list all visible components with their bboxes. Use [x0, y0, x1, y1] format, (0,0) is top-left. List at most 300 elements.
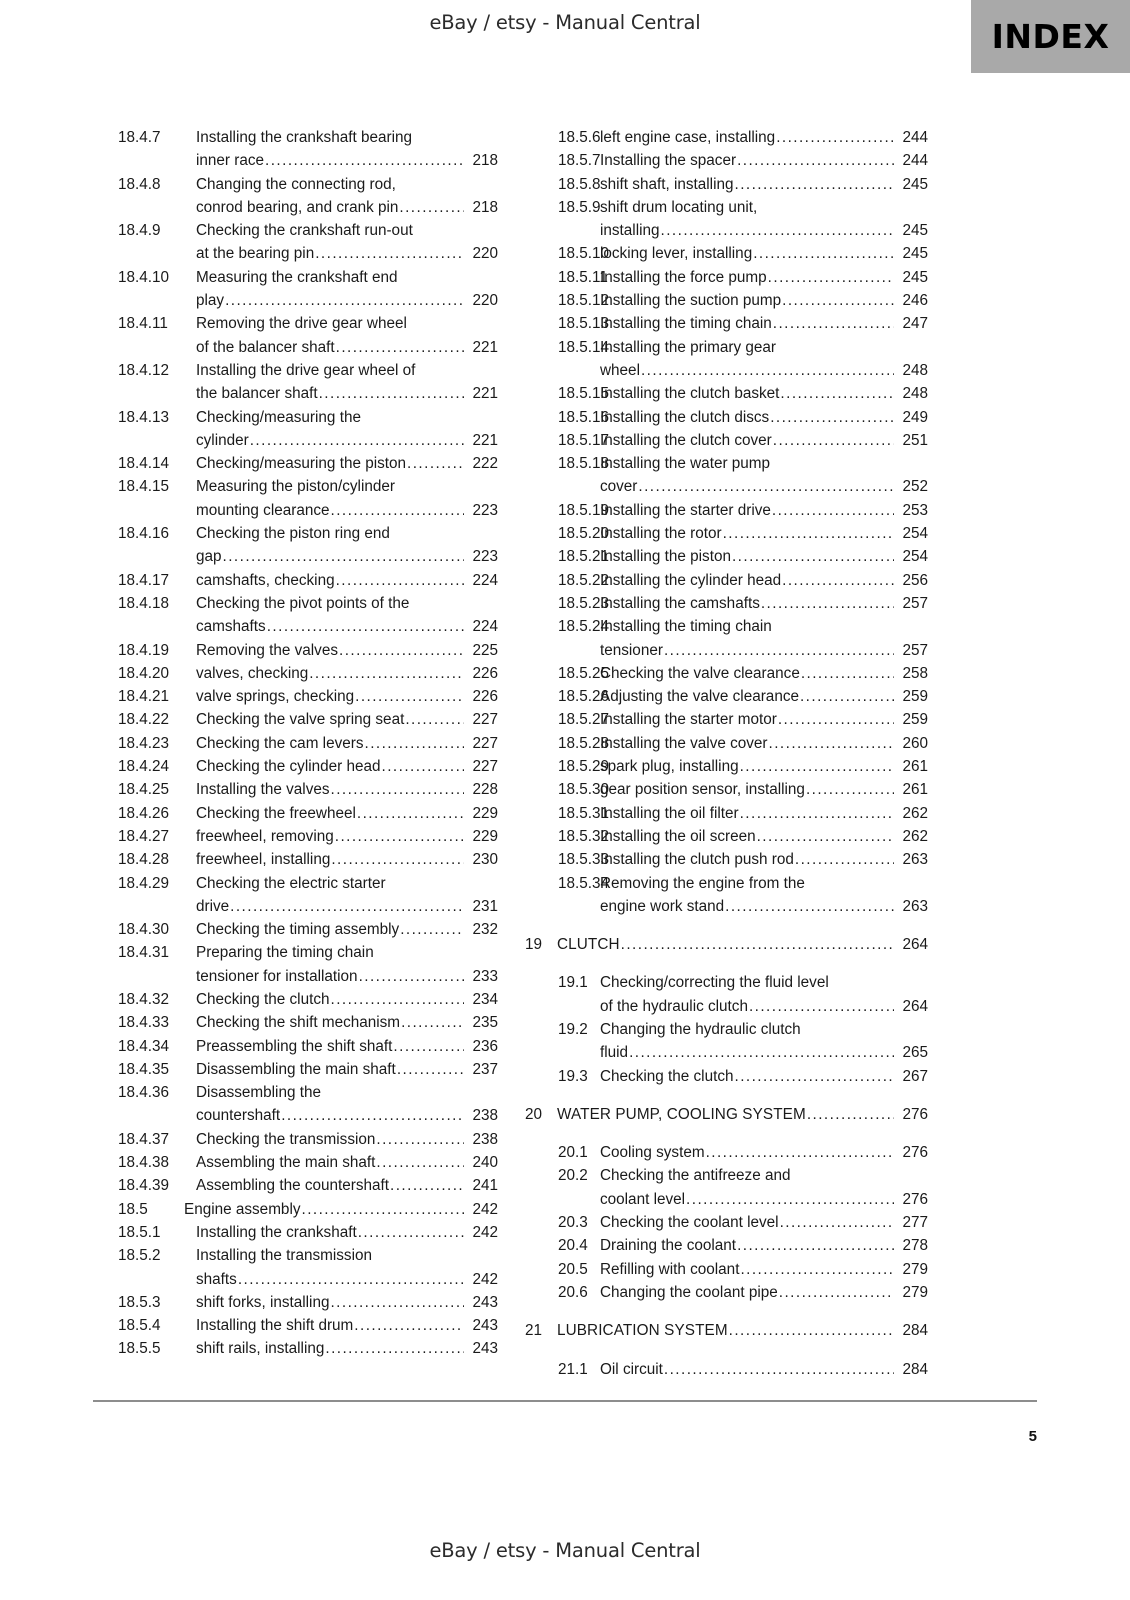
toc-entry-page: 242 [472, 1270, 498, 1288]
toc-entry-body [600, 452, 928, 499]
toc-entry-number: 18.5.14 [558, 338, 610, 356]
toc-entry[interactable] [118, 126, 498, 173]
toc-entry-line [600, 592, 928, 615]
toc-entry[interactable] [118, 708, 498, 731]
toc-leader-dots [732, 545, 894, 568]
toc-entry-number: 18.4.9 [118, 222, 161, 240]
toc-entry-number: 18.4.14 [118, 455, 170, 473]
toc-entry[interactable] [516, 662, 928, 685]
toc-entry[interactable] [516, 312, 928, 335]
toc-leader-dots [664, 639, 894, 662]
toc-entry-body [600, 406, 928, 429]
toc-leader-dots [355, 685, 464, 708]
toc-entry-title: of the hydraulic clutch [600, 997, 748, 1015]
toc-entry[interactable] [516, 522, 928, 545]
toc-entry-number: 18.5.3 [118, 1293, 161, 1311]
toc-entry-line [196, 1151, 498, 1174]
toc-entry-number: 18.4.30 [118, 921, 170, 939]
toc-entry-body [600, 149, 928, 172]
toc-entry-page: 267 [902, 1067, 928, 1085]
toc-leader-dots [331, 848, 464, 871]
toc-entry-body [600, 126, 928, 149]
toc-entry-title: Installing the valves [196, 781, 330, 799]
toc-entry-page: 263 [902, 851, 928, 869]
toc-entry[interactable] [118, 266, 498, 313]
toc-entry-page: 244 [902, 152, 928, 170]
toc-entry[interactable] [118, 1198, 498, 1221]
toc-entry-title: Installing the starter drive [600, 501, 771, 519]
toc-entry-title: Preparing the timing chain [196, 944, 374, 962]
toc-entry-line [600, 685, 928, 708]
toc-entry[interactable] [516, 1358, 928, 1381]
toc-entry-line [196, 149, 498, 172]
toc-entry-number: 18.5.23 [558, 594, 610, 612]
toc-entry-body [600, 1234, 928, 1257]
toc-entry[interactable] [118, 1081, 498, 1128]
toc-entry-title: shift shaft, installing [600, 175, 734, 193]
toc-entry[interactable] [516, 1065, 928, 1088]
toc-entry-number: 18.5.25 [558, 664, 610, 682]
toc-entry-line [600, 126, 928, 149]
toc-entry-title: Checking/correcting the fluid level [600, 974, 829, 992]
toc-entry-page: 224 [472, 618, 498, 636]
toc-entry-line [196, 569, 498, 592]
toc-entry-title: Installing the clutch basket [600, 385, 780, 403]
toc-entry-line [600, 1258, 928, 1281]
toc-entry-page: 279 [902, 1260, 928, 1278]
toc-entry[interactable] [516, 499, 928, 522]
toc-entry-number: 18.4.32 [118, 990, 170, 1008]
toc-entry-title: Checking the freewheel [196, 804, 356, 822]
toc-entry[interactable] [516, 1319, 928, 1342]
toc-leader-dots [780, 1211, 894, 1234]
toc-entry-line [600, 289, 928, 312]
toc-leader-dots [761, 592, 894, 615]
toc-entry-line [600, 662, 928, 685]
toc-entry[interactable] [118, 1291, 498, 1314]
toc-entry[interactable] [118, 755, 498, 778]
toc-entry-line [600, 995, 928, 1018]
toc-entry[interactable] [516, 802, 928, 825]
toc-entry[interactable] [118, 825, 498, 848]
toc-entry[interactable] [516, 382, 928, 405]
toc-entry-title: installing [600, 222, 660, 240]
toc-entry-body [196, 1314, 498, 1337]
toc-entry-page: 245 [902, 268, 928, 286]
toc-entry-title: Installing the timing chain [600, 618, 772, 636]
toc-entry[interactable] [516, 569, 928, 592]
toc-entry-body [557, 1103, 928, 1126]
toc-entry-line [196, 1104, 498, 1127]
toc-entry[interactable] [516, 1234, 928, 1257]
toc-entry-line [600, 266, 928, 289]
toc-entry[interactable] [516, 406, 928, 429]
toc-entry-number: 18.4.34 [118, 1037, 170, 1055]
toc-entry-page: 257 [902, 594, 928, 612]
toc-entry[interactable] [516, 452, 928, 499]
toc-entry-line [196, 1128, 498, 1151]
toc-entry-page: 263 [902, 897, 928, 915]
toc-entry-page: 218 [472, 198, 498, 216]
toc-entry[interactable] [516, 732, 928, 755]
toc-entry[interactable] [516, 685, 928, 708]
toc-entry-line [196, 219, 498, 242]
toc-entry-title: valves, checking [196, 664, 309, 682]
toc-entry-title: Installing the primary gear [600, 338, 776, 356]
toc-leader-dots [382, 755, 464, 778]
toc-entry[interactable] [118, 219, 498, 266]
toc-entry-line [196, 1081, 498, 1104]
toc-entry-line [600, 802, 928, 825]
toc-entry[interactable] [118, 988, 498, 1011]
toc-entry-body [600, 312, 928, 335]
toc-entry[interactable] [516, 1164, 928, 1211]
toc-entry[interactable] [118, 569, 498, 592]
toc-entry-line [196, 266, 498, 289]
toc-entry-body [196, 1337, 498, 1360]
toc-entry-page: 259 [902, 711, 928, 729]
toc-entry[interactable] [516, 149, 928, 172]
toc-entry-title: coolant level [600, 1190, 686, 1208]
toc-entry-line [196, 615, 498, 638]
toc-entry-body [600, 685, 928, 708]
toc-entry-number: 18.4.36 [118, 1084, 170, 1102]
toc-entry-number: 18.4.18 [118, 594, 170, 612]
toc-entry[interactable] [516, 848, 928, 871]
toc-entry-title: Checking the coolant level [600, 1214, 779, 1232]
toc-entry-body [196, 662, 498, 685]
toc-entry-body [196, 569, 498, 592]
footer-watermark: eBay / etsy - Manual Central [429, 1539, 701, 1562]
toc-entry[interactable] [516, 1103, 928, 1126]
toc-entry[interactable] [118, 1337, 498, 1360]
toc-leader-dots [686, 1188, 894, 1211]
toc-leader-dots [729, 1319, 894, 1342]
toc-entry-number: 18.5.24 [558, 618, 610, 636]
toc-entry[interactable] [516, 1211, 928, 1234]
toc-entry-body [600, 971, 928, 1018]
toc-leader-dots [281, 1104, 464, 1127]
toc-leader-dots [267, 615, 464, 638]
toc-entry-page: 262 [902, 827, 928, 845]
toc-entry-number: 20.1 [558, 1144, 588, 1162]
toc-column-left [118, 126, 498, 1361]
toc-entry[interactable] [516, 173, 928, 196]
toc-entry-title: Assembling the countershaft [196, 1177, 390, 1195]
toc-entry-number: 18.4.20 [118, 664, 170, 682]
toc-entry[interactable] [516, 592, 928, 615]
toc-entry[interactable] [118, 802, 498, 825]
toc-entry[interactable] [118, 639, 498, 662]
toc-entry-line [600, 312, 928, 335]
toc-entry[interactable] [118, 1244, 498, 1291]
toc-entry-line [196, 242, 498, 265]
toc-entry-title: Installing the drive gear wheel of [196, 361, 416, 379]
toc-entry-title: conrod bearing, and crank pin [196, 198, 399, 216]
toc-entry[interactable] [516, 1281, 928, 1304]
toc-entry-body [196, 639, 498, 662]
toc-entry-page: 228 [472, 781, 498, 799]
toc-entry-number: 19.1 [558, 974, 588, 992]
toc-entry-title: Installing the crankshaft bearing [196, 129, 412, 146]
toc-leader-dots [782, 569, 894, 592]
toc-entry-title: Installing the crankshaft [196, 1223, 357, 1241]
toc-entry-line [600, 732, 928, 755]
toc-entry-line [196, 289, 498, 312]
toc-leader-dots [339, 639, 464, 662]
toc-entry[interactable] [118, 1128, 498, 1151]
toc-entry-page: 258 [902, 664, 928, 682]
toc-entry-line [600, 1065, 928, 1088]
toc-entry[interactable] [516, 708, 928, 731]
toc-entry[interactable] [516, 872, 928, 919]
toc-entry-page: 242 [472, 1200, 498, 1218]
toc-entry-body [196, 778, 498, 801]
toc-entry-body [196, 592, 498, 639]
toc-entry[interactable] [118, 1035, 498, 1058]
toc-leader-dots [773, 312, 894, 335]
toc-entry-title: camshafts, checking [196, 571, 335, 589]
toc-leader-dots [773, 429, 894, 452]
toc-entry[interactable] [516, 336, 928, 383]
toc-leader-dots [225, 289, 464, 312]
toc-entry-title: Measuring the piston/cylinder [196, 478, 395, 496]
toc-entry[interactable] [118, 452, 498, 475]
toc-leader-dots [795, 848, 894, 871]
toc-leader-dots [641, 359, 894, 382]
toc-leader-dots [740, 755, 894, 778]
toc-entry-body [196, 1035, 498, 1058]
toc-leader-dots [359, 965, 464, 988]
toc-entry-line [196, 802, 498, 825]
toc-entry-number: 19 [525, 936, 543, 954]
toc-entry[interactable] [118, 1314, 498, 1337]
toc-entry-line [600, 359, 928, 382]
toc-entry-title: Assembling the main shaft [196, 1154, 376, 1172]
toc-entry[interactable] [118, 732, 498, 755]
toc-entry-line [600, 406, 928, 429]
toc-entry-body [600, 1141, 928, 1164]
toc-entry-line [600, 173, 928, 196]
toc-entry[interactable] [516, 1141, 928, 1164]
toc-entry-page: 224 [472, 571, 498, 589]
toc-entry-title: cylinder [196, 431, 249, 449]
toc-entry[interactable] [118, 1011, 498, 1034]
toc-entry-body [600, 848, 928, 871]
toc-entry-page: 226 [472, 664, 498, 682]
toc-entry-line [196, 872, 498, 895]
toc-entry-number: 19.3 [558, 1067, 588, 1085]
toc-entry-title: inner race [196, 152, 265, 170]
toc-leader-dots [315, 242, 464, 265]
toc-entry-number: 18.4.10 [118, 268, 170, 286]
toc-entry[interactable] [118, 662, 498, 685]
toc-entry-body [600, 266, 928, 289]
toc-entry-body [600, 242, 928, 265]
toc-entry-line [600, 848, 928, 871]
toc-entry[interactable] [516, 755, 928, 778]
toc-entry-line [196, 1058, 498, 1081]
toc-entry-line [600, 336, 928, 359]
toc-entry[interactable] [118, 918, 498, 941]
toc-entry[interactable] [516, 1018, 928, 1065]
toc-entry[interactable] [516, 289, 928, 312]
toc-entry-line [196, 988, 498, 1011]
toc-entry-page: 260 [902, 734, 928, 752]
toc-entry-title: shift rails, installing [196, 1340, 325, 1358]
toc-entry-body [600, 545, 928, 568]
toc-leader-dots [309, 662, 464, 685]
toc-entry-line [600, 429, 928, 452]
toc-entry-number: 18.5.31 [558, 804, 610, 822]
toc-leader-dots [223, 545, 464, 568]
toc-entry-page: 223 [472, 548, 498, 566]
toc-entry[interactable] [118, 848, 498, 871]
toc-entry-page: 245 [902, 222, 928, 240]
toc-leader-dots [330, 1291, 464, 1314]
toc-entry-page: 231 [472, 897, 498, 915]
toc-entry[interactable] [118, 1151, 498, 1174]
toc-entry-line [196, 1035, 498, 1058]
toc-entry-number: 18.4.26 [118, 804, 170, 822]
toc-entry[interactable] [118, 778, 498, 801]
toc-entry-line [196, 173, 498, 196]
toc-entry-number: 21 [525, 1322, 543, 1340]
toc-entry[interactable] [516, 933, 928, 956]
toc-entry[interactable] [118, 1221, 498, 1244]
toc-entry-title: Draining the coolant [600, 1237, 737, 1255]
toc-entry-page: 264 [902, 997, 928, 1015]
toc-entry-line [600, 1041, 928, 1064]
toc-entry-number: 18.5.16 [558, 408, 610, 426]
toc-entry-number: 18.5.33 [558, 851, 610, 869]
toc-entry-page: 221 [472, 338, 498, 356]
toc-entry-title: Installing the water pump [600, 455, 771, 473]
toc-entry[interactable] [516, 1258, 928, 1281]
toc-entry-body [600, 708, 928, 731]
toc-entry-body [196, 988, 498, 1011]
toc-leader-dots [331, 778, 465, 801]
toc-entry-number: 19.2 [558, 1020, 588, 1038]
toc-entry-line [600, 242, 928, 265]
toc-entry-number: 18.4.29 [118, 874, 170, 892]
toc-leader-dots [400, 918, 464, 941]
toc-entry-title: Changing the hydraulic clutch [600, 1020, 801, 1038]
toc-entry-title: Installing the starter motor [600, 711, 777, 729]
toc-leader-dots [358, 1221, 464, 1244]
toc-entry-line [600, 475, 928, 498]
toc-entry-line [196, 522, 498, 545]
toc-entry[interactable] [118, 592, 498, 639]
toc-entry-number: 18.5.8 [558, 175, 601, 193]
toc-entry-title: Oil circuit [600, 1360, 663, 1378]
toc-entry[interactable] [516, 545, 928, 568]
toc-entry-title: shift forks, installing [196, 1293, 330, 1311]
toc-entry[interactable] [118, 941, 498, 988]
footer-divider-rule [93, 1400, 1037, 1402]
toc-entry[interactable] [516, 126, 928, 149]
toc-entry-number: 18.5.18 [558, 455, 610, 473]
toc-entry-body [196, 475, 498, 522]
toc-leader-dots [661, 219, 894, 242]
toc-entry-number: 18.4.8 [118, 175, 161, 193]
toc-entry[interactable] [516, 778, 928, 801]
toc-entry[interactable] [516, 196, 928, 243]
toc-entry[interactable] [118, 685, 498, 708]
toc-entry-body [196, 126, 498, 173]
toc-entry[interactable] [516, 266, 928, 289]
toc-entry-line [196, 499, 498, 522]
toc-entry-page: 247 [902, 315, 928, 333]
toc-entry-number: 18.5.12 [558, 292, 610, 310]
toc-entry-page: 278 [902, 1237, 928, 1255]
toc-entry-line [196, 126, 498, 149]
toc-entry[interactable] [516, 971, 928, 1018]
toc-entry-number: 18.5.6 [558, 129, 601, 146]
toc-entry-page: 245 [902, 245, 928, 263]
toc-entry-body [196, 755, 498, 778]
toc-entry[interactable] [118, 406, 498, 453]
toc-entry[interactable] [118, 173, 498, 220]
toc-entry-body [600, 522, 928, 545]
toc-entry-body [557, 933, 928, 956]
toc-entry-body [600, 382, 928, 405]
toc-entry[interactable] [118, 312, 498, 359]
toc-entry-title: Installing the timing chain [600, 315, 772, 333]
toc-leader-dots [706, 1141, 894, 1164]
toc-entry[interactable] [118, 475, 498, 522]
toc-leader-dots [772, 499, 894, 522]
toc-entry-line [196, 429, 498, 452]
toc-entry[interactable] [118, 1174, 498, 1197]
toc-entry-line [600, 382, 928, 405]
toc-entry-body [196, 266, 498, 313]
toc-entry[interactable] [516, 429, 928, 452]
toc-entry-line [196, 312, 498, 335]
toc-entry[interactable] [118, 872, 498, 919]
toc-entry-title: left engine case, installing [600, 129, 776, 146]
toc-entry-number: 18.4.38 [118, 1154, 170, 1172]
toc-entry-line [557, 1103, 928, 1126]
toc-entry-title: Checking the transmission [196, 1130, 376, 1148]
toc-leader-dots [776, 126, 894, 149]
toc-entry-number: 18.4.13 [118, 408, 170, 426]
toc-entry-title: locking lever, installing [600, 245, 753, 263]
toc-entry-body [196, 1174, 498, 1197]
toc-entry-body [600, 1281, 928, 1304]
toc-entry[interactable] [118, 522, 498, 569]
toc-entry-line [196, 196, 498, 219]
toc-entry[interactable] [118, 1058, 498, 1081]
toc-entry-body [600, 336, 928, 383]
toc-entry-line [600, 1164, 928, 1187]
toc-entry-body [196, 312, 498, 359]
toc-entry[interactable] [516, 242, 928, 265]
toc-entry-title: Checking the timing assembly [196, 921, 400, 939]
toc-leader-dots [376, 1151, 464, 1174]
toc-entry-number: 18.4.25 [118, 781, 170, 799]
toc-entry-body [196, 1221, 498, 1244]
toc-entry-line [600, 1188, 928, 1211]
toc-leader-dots [749, 995, 894, 1018]
toc-entry[interactable] [118, 359, 498, 406]
toc-leader-dots [769, 732, 894, 755]
toc-leader-dots [302, 1198, 465, 1221]
toc-entry-title: Installing the cylinder head [600, 571, 782, 589]
toc-entry[interactable] [516, 825, 928, 848]
toc-entry-body [600, 592, 928, 615]
toc-entry[interactable] [516, 615, 928, 662]
